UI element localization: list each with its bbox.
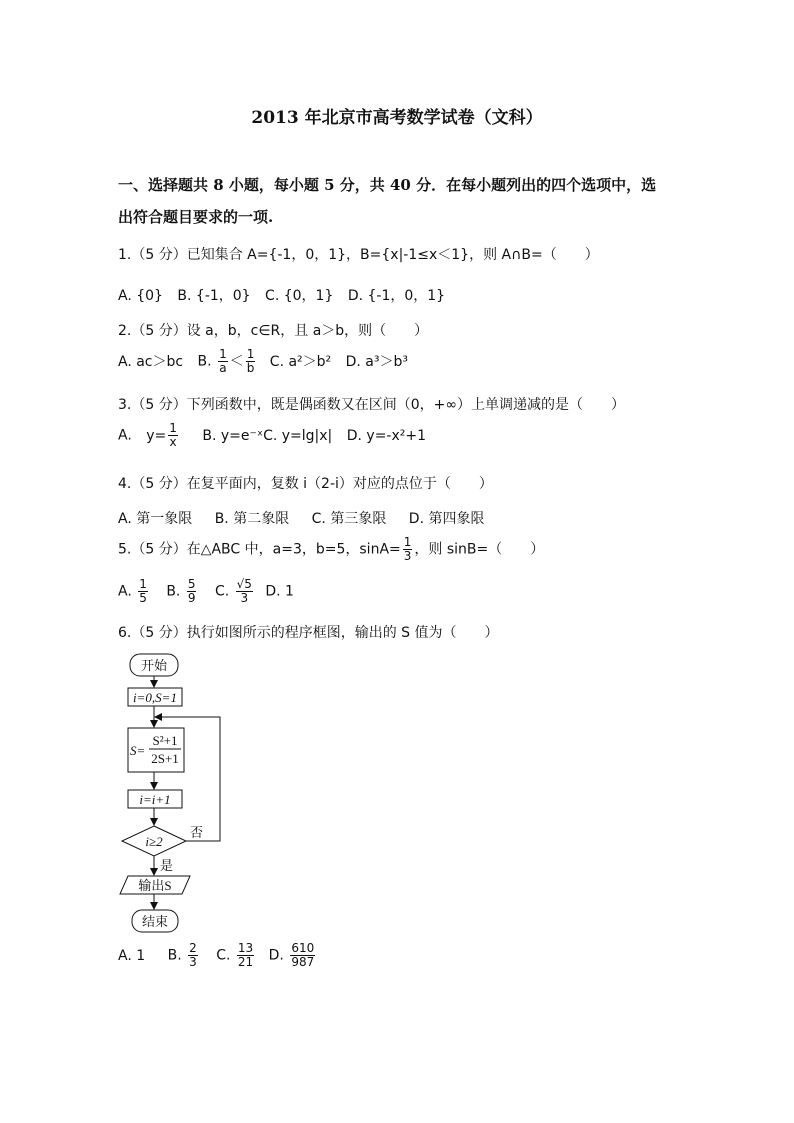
end-label: 结束 — [141, 914, 169, 929]
question-3-options — [118, 422, 436, 449]
option-c: C. {0，1} — [265, 288, 334, 304]
no-label: 否 — [190, 825, 204, 840]
numerator: √5 — [236, 577, 252, 591]
denominator: 21 — [237, 955, 254, 969]
numerator: 1 — [139, 577, 147, 591]
fraction — [168, 422, 178, 449]
option-c: C. 第三象限 — [311, 511, 387, 527]
denominator: 987 — [291, 955, 315, 969]
option-a: A. 第一象限 — [118, 511, 193, 527]
option-d: D. 第四象限 — [408, 511, 485, 527]
question-2-options — [118, 348, 418, 375]
numerator: 1 — [219, 347, 227, 361]
start-label: 开始 — [140, 658, 168, 673]
fraction — [246, 348, 256, 375]
denominator: 5 — [139, 591, 147, 605]
question-2-stem: 2.（5 分）设 a，b，c∈R，且 a＞b，则（ ） — [118, 323, 429, 339]
init-label: i=0,S=1 — [133, 690, 177, 705]
option-a-label: A. — [118, 427, 132, 444]
denominator: b — [246, 361, 255, 375]
option-c-label: C. — [214, 583, 230, 600]
option-d: D. a³＞b³ — [345, 353, 408, 370]
numerator: 610 — [291, 941, 315, 955]
question-1-options — [118, 285, 455, 305]
fraction — [187, 578, 197, 605]
option-d-label: D. — [268, 947, 284, 964]
denominator: x — [169, 435, 177, 449]
assign-denominator: 2S+1 — [151, 751, 179, 766]
option-b-label: B. — [167, 947, 182, 964]
option-b-c: B. y=e⁻ˣC. y=lg|x| — [202, 427, 333, 444]
question-1-stem: 1.（5 分）已知集合 A={-1，0，1}，B={x|-1≤x＜1}，则 A∩B=（ ） — [118, 247, 599, 263]
option-b-label: B. — [197, 353, 212, 370]
option-c-label: C. — [216, 947, 231, 964]
assign-lhs: S= — [130, 743, 146, 758]
option-a-label: A. — [118, 583, 132, 600]
page-title: 2013 年北京市高考数学试卷（文科） — [251, 108, 543, 128]
fraction — [290, 942, 315, 969]
numerator: 1 — [246, 347, 255, 361]
option-d: D. {-1，0，1} — [347, 288, 446, 304]
numerator: 13 — [237, 941, 254, 955]
fraction — [236, 578, 253, 605]
section-heading-line2: 出符合题目要求的一项. — [118, 208, 274, 226]
denominator: 9 — [187, 591, 196, 605]
fraction — [138, 578, 148, 605]
stem-text: 5.（5 分）在△ABC 中，a=3，b=5，sinA= — [118, 541, 401, 558]
question-4-stem: 4.（5 分）在复平面内，复数 i（2-i）对应的点位于（ ） — [118, 476, 493, 492]
question-3-stem: 3.（5 分）下列函数中，既是偶函数又在区间（0，+∞）上单调递减的是（ ） — [118, 397, 626, 413]
option-c: C. a²＞b² — [269, 353, 332, 370]
question-6-options — [118, 942, 317, 969]
denominator: 3 — [403, 549, 412, 563]
increment-label: i=i+1 — [139, 792, 171, 807]
question-6-stem: 6.（5 分）执行如图所示的程序框图，输出的 S 值为（ ） — [118, 625, 499, 641]
option-b: B. {-1，0} — [177, 288, 251, 304]
flowchart — [110, 648, 240, 938]
denominator: 3 — [189, 955, 197, 969]
fraction — [237, 942, 254, 969]
fraction — [188, 942, 198, 969]
condition-label: i≥2 — [145, 834, 163, 849]
stem-text: ，则 sinB=（ ） — [414, 541, 545, 558]
option-d: D. 1 — [265, 583, 294, 600]
less-than: ＜ — [229, 353, 244, 370]
numerator: 5 — [187, 577, 196, 591]
numerator: 2 — [189, 941, 197, 955]
option-b: B. 第二象限 — [214, 511, 290, 527]
denominator: a — [219, 361, 227, 375]
question-4-options — [118, 508, 494, 528]
numerator: 1 — [169, 421, 177, 435]
question-5-options — [118, 578, 294, 605]
question-5-stem — [118, 536, 544, 563]
section-heading-line1: 一、选择题共 8 小题，每小题 5 分，共 40 分．在每小题列出的四个选项中，选 — [118, 176, 657, 194]
numerator: 1 — [403, 535, 412, 549]
option-a: A. {0} — [118, 288, 163, 304]
output-label: 输出S — [138, 878, 172, 893]
option-a: A. 1 — [118, 947, 146, 964]
option-d: D. y=-x²+1 — [346, 427, 427, 444]
fraction — [403, 536, 413, 563]
denominator: 3 — [240, 591, 249, 605]
option-a-lhs: y= — [146, 427, 167, 444]
assign-numerator: S²+1 — [152, 733, 178, 748]
option-b-label: B. — [166, 583, 181, 600]
fraction — [218, 348, 228, 375]
yes-label: 是 — [160, 858, 174, 873]
option-a: A. ac＞bc — [118, 353, 184, 370]
